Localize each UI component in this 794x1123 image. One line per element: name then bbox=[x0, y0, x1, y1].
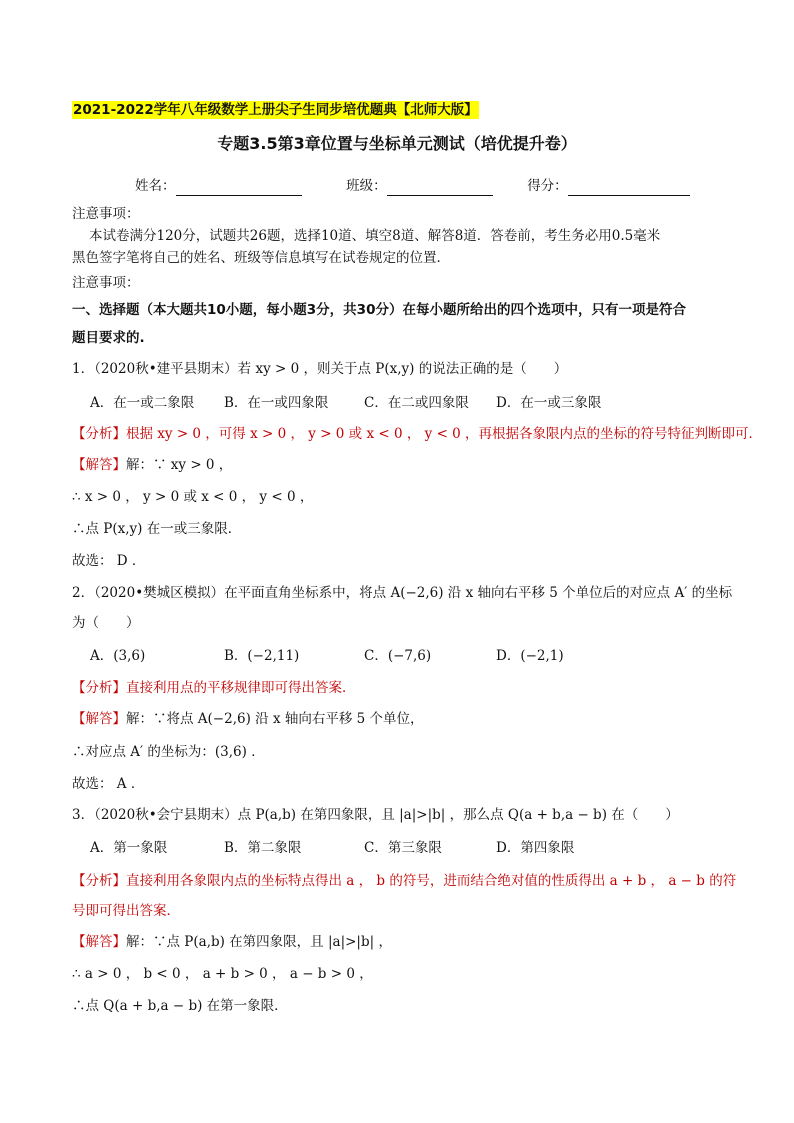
q1-solution-1-text: 解：∵ xy > 0 ， bbox=[126, 457, 233, 473]
q1-option-c: C．在二或四象限 bbox=[364, 395, 469, 411]
q2-solution-1-text: 解：∵将点 A(−2,6) 沿 x 轴向右平移 5 个单位， bbox=[126, 711, 424, 727]
q2-option-b: B．(−2,11) bbox=[224, 648, 300, 664]
q3-solution-2: ∴ a > 0 ， b < 0 ， a + b > 0 ， a − b > 0 ， bbox=[72, 966, 373, 982]
header-tag-line bbox=[72, 100, 479, 120]
q3-stem: 3．（2020秋•会宁县期末）点 P(a,b) 在第四象限，且 |a|>|b| ，那么点 Q(a + b,a − b) 在（ ） bbox=[72, 807, 679, 823]
q1-solution-1: 【解答】解：∵ xy > 0 ， bbox=[72, 457, 233, 473]
q2-stem-2: 为（ ） bbox=[72, 615, 140, 631]
name-label: 姓名： bbox=[135, 178, 176, 194]
notice-heading-2: 注意事项： bbox=[72, 275, 140, 291]
score-blank bbox=[568, 179, 690, 196]
q2-option-d: D．(−2,1) bbox=[496, 648, 564, 664]
q2-solution-1: 【解答】解：∵将点 A(−2,6) 沿 x 轴向右平移 5 个单位， bbox=[72, 711, 424, 727]
class-label: 班级： bbox=[346, 178, 387, 194]
q2-solution-2: ∴对应点 A′ 的坐标为：(3,6) ． bbox=[72, 744, 265, 760]
notice-line-1: 本试卷满分120分，试题共26题，选择10道、填空8道、解答8道．答卷前，考生务必用0.5毫米 bbox=[89, 228, 661, 244]
q3-solution-3: ∴点 Q(a + b,a − b) 在第一象限． bbox=[72, 998, 288, 1014]
header-tag: 2021-2022学年八年级数学上册尖子生同步培优题典【北师大版】 bbox=[73, 102, 478, 118]
q1-choice: 故选： D ． bbox=[72, 553, 146, 569]
section-heading-line-2: 题目要求的. bbox=[72, 330, 145, 346]
q3-option-c: C．第三象限 bbox=[364, 840, 442, 856]
q1-solution-3: ∴点 P(x,y) 在一或三象限． bbox=[72, 521, 242, 537]
q3-analysis-2: 号即可得出答案． bbox=[72, 903, 180, 919]
notice-heading: 注意事项： bbox=[72, 206, 140, 222]
q3-analysis-1: 【分析】直接利用各象限内点的坐标特点得出 a ， b 的符号，进而结合绝对值的性质得出 a + b ， a − b 的符 bbox=[72, 873, 737, 889]
q3-option-d: D．第四象限 bbox=[496, 840, 575, 856]
q2-option-c: C．(−7,6) bbox=[364, 648, 432, 664]
q2-analysis: 【分析】直接利用点的平移规律即可得出答案． bbox=[72, 680, 356, 696]
q1-solution-2: ∴ x > 0 ， y > 0 或 x < 0 ， y < 0 ， bbox=[72, 489, 314, 505]
q2-stem-1: 2．（2020•樊城区模拟）在平面直角坐标系中，将点 A(−2,6) 沿 x 轴向右平移 5 个单位后的对应点 A′ 的坐标 bbox=[72, 585, 733, 601]
class-blank bbox=[387, 179, 493, 196]
q1-analysis: 【分析】根据 xy > 0 ，可得 x > 0 ， y > 0 或 x < 0 ， y < 0 ，再根据各象限内点的坐标的符号特征判断即可． bbox=[72, 426, 763, 442]
page-title: 专题3.5第3章位置与坐标单元测试（培优提升卷） bbox=[217, 134, 577, 153]
notice-line-2: 黑色签字笔将自己的姓名、班级等信息填写在试卷规定的位置． bbox=[72, 250, 450, 266]
q3-solution-1: 【解答】解：∵点 P(a,b) 在第四象限，且 |a|>|b| ， bbox=[72, 934, 392, 950]
q1-option-d: D．在一或三象限 bbox=[496, 395, 602, 411]
score-label: 得分： bbox=[527, 178, 568, 194]
section-heading-line-1: 一、选择题（本大题共10小题，每小题3分，共30分）在每小题所给出的四个选项中，只有一项是符合 bbox=[72, 302, 686, 318]
q3-solution-1-text: 解：∵点 P(a,b) 在第四象限，且 |a|>|b| ， bbox=[126, 934, 392, 950]
q1-option-a: A．在一或二象限 bbox=[90, 395, 195, 411]
q2-choice: 故选： A ． bbox=[72, 776, 145, 792]
q2-option-a: A．(3,6) bbox=[90, 648, 146, 664]
q3-option-a: A．第一象限 bbox=[90, 840, 168, 856]
name-blank bbox=[176, 179, 302, 196]
student-info-row bbox=[135, 176, 690, 196]
q1-stem: 1．（2020秋•建平县期末）若 xy > 0 ，则关于点 P(x,y) 的说法正确的是（ ） bbox=[72, 361, 568, 377]
q3-option-b: B．第二象限 bbox=[224, 840, 302, 856]
q1-option-b: B．在一或四象限 bbox=[224, 395, 329, 411]
